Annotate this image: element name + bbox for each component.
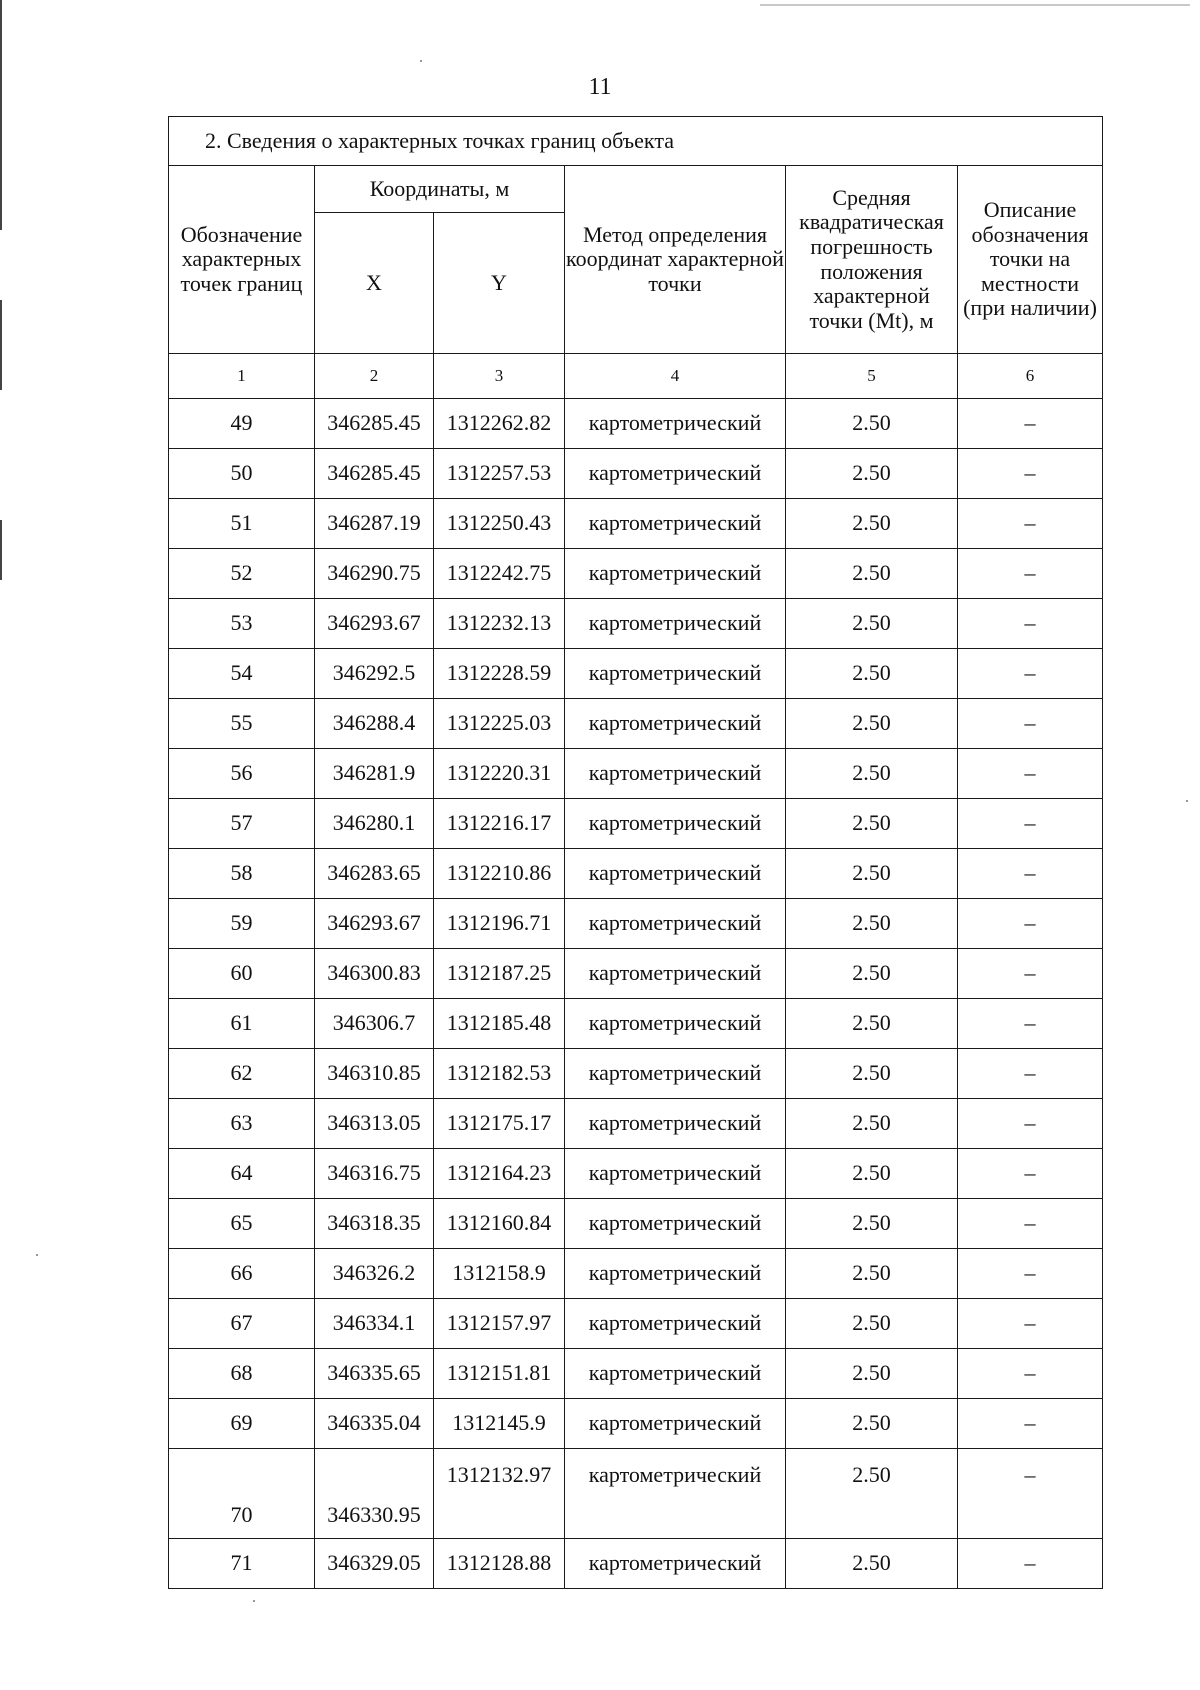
cell-x: 346292.5 (315, 649, 434, 699)
cell-point: 50 (169, 449, 315, 499)
cell-y: 1312164.23 (434, 1149, 565, 1199)
boundary-points-table (168, 116, 1103, 1589)
header-coordinates: Координаты, м (315, 166, 565, 213)
cell-description: – (958, 749, 1103, 799)
cell-x: 346283.65 (315, 849, 434, 899)
cell-method: картометрический (565, 1049, 786, 1099)
cell-point: 63 (169, 1099, 315, 1149)
cell-method: картометрический (565, 799, 786, 849)
table-row (169, 1249, 1103, 1299)
cell-point: 53 (169, 599, 315, 649)
column-number: 6 (958, 354, 1103, 399)
scan-edge-mark (0, 0, 2, 230)
scan-dot (36, 1254, 38, 1256)
cell-y: 1312128.88 (434, 1539, 565, 1589)
cell-x: 346318.35 (315, 1199, 434, 1249)
cell-point: 65 (169, 1199, 315, 1249)
cell-error: 2.50 (786, 699, 958, 749)
table-row (169, 649, 1103, 699)
column-number: 2 (315, 354, 434, 399)
cell-x: 346334.1 (315, 1299, 434, 1349)
cell-x: 346288.4 (315, 699, 434, 749)
cell-method: картометрический (565, 749, 786, 799)
cell-y: 1312196.71 (434, 899, 565, 949)
cell-description: – (958, 699, 1103, 749)
cell-description: – (958, 1199, 1103, 1249)
cell-point: 69 (169, 1399, 315, 1449)
cell-point: 62 (169, 1049, 315, 1099)
table-row (169, 849, 1103, 899)
cell-x: 346290.75 (315, 549, 434, 599)
table-row (169, 1099, 1103, 1149)
cell-x: 346287.19 (315, 499, 434, 549)
cell-method: картометрический (565, 1149, 786, 1199)
table-row (169, 749, 1103, 799)
cell-error: 2.50 (786, 799, 958, 849)
cell-error: 2.50 (786, 899, 958, 949)
cell-description: – (958, 599, 1103, 649)
header-method: Метод определения координат характерной точки (565, 166, 786, 354)
cell-x: 346329.05 (315, 1539, 434, 1589)
cell-x: 346306.7 (315, 999, 434, 1049)
table-row (169, 899, 1103, 949)
column-number: 3 (434, 354, 565, 399)
cell-y: 1312187.25 (434, 949, 565, 999)
cell-y: 1312210.86 (434, 849, 565, 899)
cell-y: 1312175.17 (434, 1099, 565, 1149)
cell-description: – (958, 1149, 1103, 1199)
cell-y: 1312232.13 (434, 599, 565, 649)
cell-error: 2.50 (786, 1349, 958, 1399)
cell-x: 346285.45 (315, 399, 434, 449)
cell-x: 346281.9 (315, 749, 434, 799)
cell-y: 1312242.75 (434, 549, 565, 599)
cell-error: 2.50 (786, 1099, 958, 1149)
cell-method: картометрический (565, 1449, 786, 1539)
scan-edge-mark (0, 300, 2, 390)
cell-method: картометрический (565, 849, 786, 899)
cell-description: – (958, 799, 1103, 849)
table-row (169, 1449, 1103, 1539)
cell-method: картометрический (565, 999, 786, 1049)
cell-x: 346280.1 (315, 799, 434, 849)
scan-dot (253, 1600, 255, 1602)
cell-method: картометрический (565, 1099, 786, 1149)
cell-point: 54 (169, 649, 315, 699)
table-row (169, 549, 1103, 599)
table-row (169, 1149, 1103, 1199)
cell-x: 346310.85 (315, 1049, 434, 1099)
scan-dot (420, 60, 422, 62)
table-row (169, 1399, 1103, 1449)
cell-description: – (958, 849, 1103, 899)
cell-description: – (958, 549, 1103, 599)
cell-error: 2.50 (786, 399, 958, 449)
cell-description: – (958, 1049, 1103, 1099)
cell-error: 2.50 (786, 1249, 958, 1299)
cell-description: – (958, 1399, 1103, 1449)
column-number: 1 (169, 354, 315, 399)
column-number: 4 (565, 354, 786, 399)
cell-method: картометрический (565, 1299, 786, 1349)
cell-x: 346330.95 (315, 1449, 434, 1539)
scan-edge-mark (0, 520, 2, 580)
cell-point: 70 (169, 1449, 315, 1539)
cell-y: 1312151.81 (434, 1349, 565, 1399)
cell-method: картометрический (565, 599, 786, 649)
page-number: 11 (588, 74, 612, 100)
cell-method: картометрический (565, 1249, 786, 1299)
cell-point: 57 (169, 799, 315, 849)
table-row (169, 1049, 1103, 1099)
cell-error: 2.50 (786, 749, 958, 799)
cell-method: картометрический (565, 1349, 786, 1399)
table-row (169, 699, 1103, 749)
cell-y: 1312132.97 (434, 1449, 565, 1539)
cell-y: 1312158.9 (434, 1249, 565, 1299)
section-title: 2. Сведения о характерных точках границ объекта (169, 117, 1103, 166)
cell-point: 58 (169, 849, 315, 899)
cell-error: 2.50 (786, 1299, 958, 1349)
cell-error: 2.50 (786, 1049, 958, 1099)
cell-error: 2.50 (786, 649, 958, 699)
cell-error: 2.50 (786, 599, 958, 649)
cell-description: – (958, 499, 1103, 549)
header-designation: Обозначение характерных точек границ (169, 166, 315, 354)
cell-y: 1312160.84 (434, 1199, 565, 1249)
cell-y: 1312250.43 (434, 499, 565, 549)
cell-description: – (958, 1249, 1103, 1299)
cell-x: 346335.04 (315, 1399, 434, 1449)
cell-description: – (958, 649, 1103, 699)
cell-point: 67 (169, 1299, 315, 1349)
cell-method: картометрический (565, 1199, 786, 1249)
cell-description: – (958, 1539, 1103, 1589)
table-row (169, 1349, 1103, 1399)
cell-point: 52 (169, 549, 315, 599)
table-row (169, 499, 1103, 549)
cell-description: – (958, 1349, 1103, 1399)
cell-method: картометрический (565, 499, 786, 549)
cell-description: – (958, 1099, 1103, 1149)
cell-point: 66 (169, 1249, 315, 1299)
cell-point: 49 (169, 399, 315, 449)
table-row (169, 949, 1103, 999)
scan-artifact-line (760, 4, 1190, 6)
cell-y: 1312262.82 (434, 399, 565, 449)
header-y: Y (434, 213, 565, 354)
cell-point: 51 (169, 499, 315, 549)
cell-description: – (958, 449, 1103, 499)
cell-y: 1312182.53 (434, 1049, 565, 1099)
table-row (169, 799, 1103, 849)
cell-error: 2.50 (786, 1199, 958, 1249)
scan-dot (1186, 800, 1188, 802)
cell-method: картометрический (565, 1399, 786, 1449)
column-number: 5 (786, 354, 958, 399)
cell-y: 1312185.48 (434, 999, 565, 1049)
header-x: X (315, 213, 434, 354)
cell-point: 56 (169, 749, 315, 799)
cell-method: картометрический (565, 899, 786, 949)
cell-method: картометрический (565, 699, 786, 749)
cell-point: 59 (169, 899, 315, 949)
cell-point: 64 (169, 1149, 315, 1199)
cell-point: 55 (169, 699, 315, 749)
cell-x: 346293.67 (315, 599, 434, 649)
cell-method: картометрический (565, 949, 786, 999)
cell-error: 2.50 (786, 999, 958, 1049)
cell-y: 1312257.53 (434, 449, 565, 499)
cell-point: 61 (169, 999, 315, 1049)
cell-description: – (958, 1299, 1103, 1349)
cell-y: 1312157.97 (434, 1299, 565, 1349)
cell-method: картометрический (565, 399, 786, 449)
cell-error: 2.50 (786, 449, 958, 499)
cell-x: 346300.83 (315, 949, 434, 999)
cell-y: 1312228.59 (434, 649, 565, 699)
cell-error: 2.50 (786, 1449, 958, 1539)
cell-y: 1312216.17 (434, 799, 565, 849)
cell-method: картометрический (565, 1539, 786, 1589)
cell-point: 60 (169, 949, 315, 999)
cell-x: 346293.67 (315, 899, 434, 949)
cell-method: картометрический (565, 649, 786, 699)
cell-error: 2.50 (786, 1149, 958, 1199)
cell-x: 346316.75 (315, 1149, 434, 1199)
cell-error: 2.50 (786, 549, 958, 599)
cell-y: 1312225.03 (434, 699, 565, 749)
cell-error: 2.50 (786, 499, 958, 549)
table-row (169, 399, 1103, 449)
table-row (169, 1299, 1103, 1349)
cell-error: 2.50 (786, 1539, 958, 1589)
cell-description: – (958, 1449, 1103, 1539)
cell-method: картометрический (565, 449, 786, 499)
cell-x: 346335.65 (315, 1349, 434, 1399)
cell-description: – (958, 899, 1103, 949)
cell-x: 346285.45 (315, 449, 434, 499)
table-row (169, 999, 1103, 1049)
table-row (169, 1539, 1103, 1589)
table-row (169, 599, 1103, 649)
cell-description: – (958, 999, 1103, 1049)
header-error: Средняя квадратическая погрешность положения характерной точки (Mt), м (786, 166, 958, 354)
table-row (169, 1199, 1103, 1249)
cell-description: – (958, 949, 1103, 999)
cell-description: – (958, 399, 1103, 449)
cell-error: 2.50 (786, 949, 958, 999)
cell-x: 346326.2 (315, 1249, 434, 1299)
cell-point: 71 (169, 1539, 315, 1589)
table-row (169, 449, 1103, 499)
cell-method: картометрический (565, 549, 786, 599)
cell-y: 1312220.31 (434, 749, 565, 799)
cell-y: 1312145.9 (434, 1399, 565, 1449)
header-description: Описание обозначения точки на местности (при наличии) (958, 166, 1103, 354)
cell-x: 346313.05 (315, 1099, 434, 1149)
cell-error: 2.50 (786, 849, 958, 899)
cell-error: 2.50 (786, 1399, 958, 1449)
cell-point: 68 (169, 1349, 315, 1399)
